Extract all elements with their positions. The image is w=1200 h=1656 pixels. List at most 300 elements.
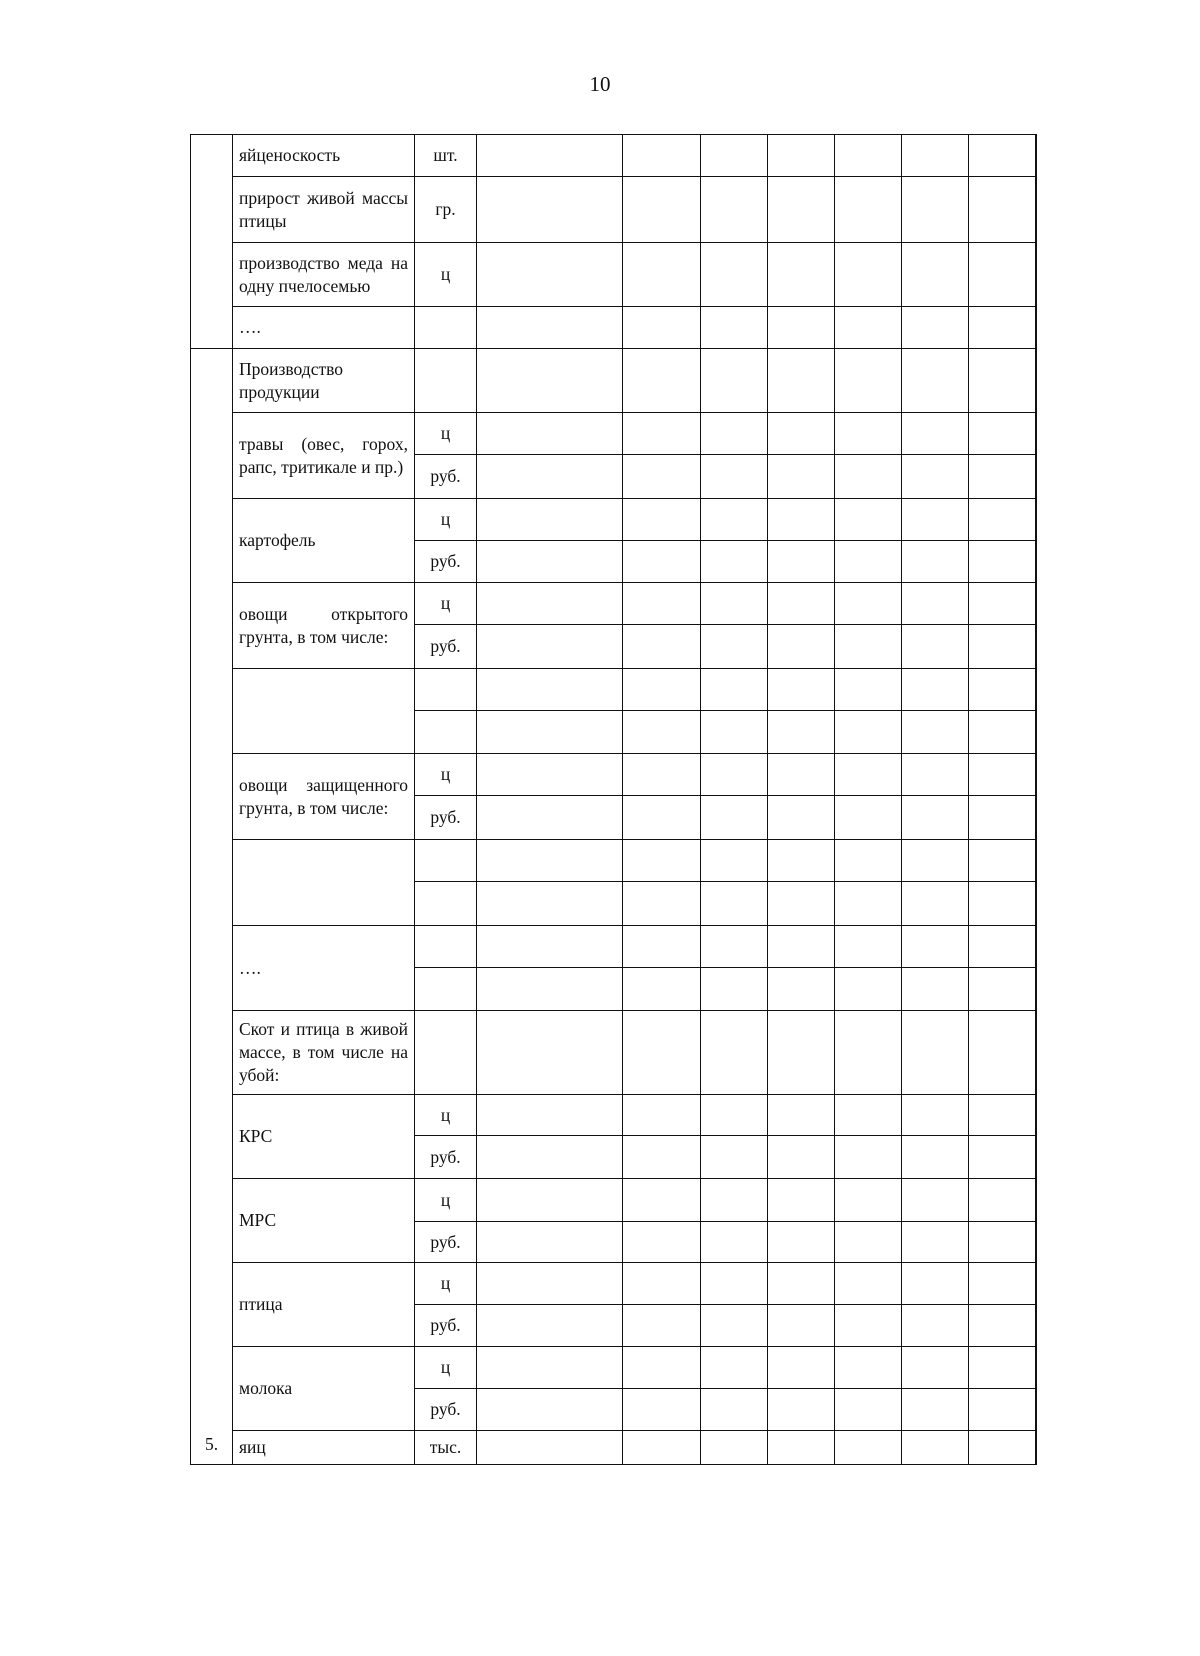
- value-cell[interactable]: [902, 926, 969, 968]
- value-cell[interactable]: [623, 243, 701, 307]
- value-cell[interactable]: [701, 882, 768, 926]
- value-cell[interactable]: [902, 711, 969, 754]
- value-cell[interactable]: [477, 1136, 623, 1179]
- value-cell[interactable]: [477, 669, 623, 711]
- value-cell[interactable]: [623, 307, 701, 349]
- value-cell[interactable]: [835, 243, 902, 307]
- value-cell[interactable]: [477, 1431, 623, 1465]
- value-cell[interactable]: [1036, 1263, 1037, 1305]
- unit-cell: ц: [415, 1095, 477, 1136]
- value-cell[interactable]: [902, 882, 969, 926]
- value-cell[interactable]: [969, 499, 1036, 541]
- value-cell[interactable]: [701, 796, 768, 840]
- value-cell[interactable]: [701, 499, 768, 541]
- table-row: [191, 1011, 1037, 1095]
- value-cell[interactable]: [969, 796, 1036, 840]
- value-cell[interactable]: [1036, 625, 1037, 669]
- value-cell[interactable]: [902, 1305, 969, 1347]
- unit-cell: ц: [415, 1263, 477, 1305]
- value-cell[interactable]: [701, 1389, 768, 1431]
- value-cell[interactable]: [835, 968, 902, 1011]
- value-cell[interactable]: [701, 135, 768, 177]
- table-row: [191, 349, 1037, 413]
- value-cell[interactable]: [768, 455, 835, 499]
- value-cell[interactable]: [701, 541, 768, 583]
- value-cell[interactable]: [902, 1136, 969, 1179]
- value-cell[interactable]: [477, 307, 623, 349]
- value-cell[interactable]: [902, 1431, 969, 1465]
- value-cell[interactable]: [768, 243, 835, 307]
- value-cell[interactable]: [768, 968, 835, 1011]
- value-cell[interactable]: [1036, 1431, 1037, 1465]
- value-cell[interactable]: [835, 882, 902, 926]
- table-row: [191, 669, 1037, 711]
- value-cell[interactable]: [969, 1431, 1036, 1465]
- value-cell[interactable]: [902, 1347, 969, 1389]
- value-cell[interactable]: [902, 1179, 969, 1222]
- value-cell[interactable]: [902, 307, 969, 349]
- table-row: [191, 583, 1037, 625]
- table-row: [191, 1179, 1037, 1222]
- value-cell[interactable]: [835, 625, 902, 669]
- value-cell[interactable]: [768, 1095, 835, 1136]
- value-cell[interactable]: [477, 135, 623, 177]
- value-cell[interactable]: [477, 1095, 623, 1136]
- value-cell[interactable]: [623, 796, 701, 840]
- unit-cell: [415, 840, 477, 882]
- value-cell[interactable]: [1036, 1136, 1037, 1179]
- unit-cell: тыс.: [415, 1431, 477, 1465]
- table-row: [191, 135, 1037, 177]
- value-cell[interactable]: [835, 135, 902, 177]
- value-cell[interactable]: [477, 583, 623, 625]
- value-cell[interactable]: [969, 1222, 1036, 1263]
- value-cell[interactable]: [477, 455, 623, 499]
- value-cell[interactable]: [623, 1179, 701, 1222]
- value-cell[interactable]: [701, 1305, 768, 1347]
- value-cell[interactable]: [477, 499, 623, 541]
- value-cell[interactable]: [477, 968, 623, 1011]
- unit-cell: ц: [415, 1347, 477, 1389]
- unit-cell: ц: [415, 754, 477, 796]
- unit-cell: ц: [415, 499, 477, 541]
- value-cell[interactable]: [768, 1389, 835, 1431]
- value-cell[interactable]: [768, 796, 835, 840]
- value-cell[interactable]: [1036, 541, 1037, 583]
- value-cell[interactable]: [701, 455, 768, 499]
- value-cell[interactable]: [477, 243, 623, 307]
- table-row: [191, 926, 1037, 968]
- value-cell[interactable]: [969, 625, 1036, 669]
- value-cell[interactable]: [701, 1263, 768, 1305]
- value-cell[interactable]: [623, 1136, 701, 1179]
- value-cell[interactable]: [768, 1136, 835, 1179]
- value-cell[interactable]: [477, 177, 623, 243]
- value-cell[interactable]: [477, 711, 623, 754]
- value-cell[interactable]: [768, 711, 835, 754]
- unit-cell: руб.: [415, 625, 477, 669]
- value-cell[interactable]: [768, 669, 835, 711]
- value-cell[interactable]: [623, 625, 701, 669]
- value-cell[interactable]: [835, 926, 902, 968]
- unit-cell: руб.: [415, 1389, 477, 1431]
- value-cell[interactable]: [701, 1095, 768, 1136]
- value-cell[interactable]: [1036, 1347, 1037, 1389]
- value-cell[interactable]: [902, 1095, 969, 1136]
- unit-cell: ц: [415, 1179, 477, 1222]
- indicator-table: [190, 134, 1037, 1465]
- value-cell[interactable]: [701, 754, 768, 796]
- value-cell[interactable]: [835, 1431, 902, 1465]
- value-cell[interactable]: [768, 413, 835, 455]
- value-cell[interactable]: [623, 968, 701, 1011]
- value-cell[interactable]: [701, 840, 768, 882]
- value-cell[interactable]: [902, 349, 969, 413]
- value-cell[interactable]: [623, 1389, 701, 1431]
- value-cell[interactable]: [768, 840, 835, 882]
- value-cell[interactable]: [623, 541, 701, 583]
- table-row: [191, 177, 1037, 243]
- value-cell[interactable]: [701, 349, 768, 413]
- value-cell[interactable]: [701, 1179, 768, 1222]
- value-cell[interactable]: [768, 1222, 835, 1263]
- value-cell[interactable]: [969, 541, 1036, 583]
- value-cell[interactable]: [835, 796, 902, 840]
- value-cell[interactable]: [623, 1095, 701, 1136]
- value-cell[interactable]: [902, 669, 969, 711]
- value-cell[interactable]: [623, 669, 701, 711]
- value-cell[interactable]: [768, 177, 835, 243]
- value-cell[interactable]: [768, 541, 835, 583]
- value-cell[interactable]: [1036, 796, 1037, 840]
- value-cell[interactable]: [902, 583, 969, 625]
- value-cell[interactable]: [902, 1222, 969, 1263]
- unit-cell: [415, 669, 477, 711]
- value-cell[interactable]: [1036, 1179, 1037, 1222]
- table-row: [191, 307, 1037, 349]
- unit-cell: [415, 711, 477, 754]
- value-cell[interactable]: [969, 711, 1036, 754]
- value-cell[interactable]: [1036, 1389, 1037, 1431]
- value-cell[interactable]: [1036, 840, 1037, 882]
- value-cell[interactable]: [969, 840, 1036, 882]
- value-cell[interactable]: [768, 625, 835, 669]
- value-cell[interactable]: [1036, 882, 1037, 926]
- value-cell[interactable]: [969, 968, 1036, 1011]
- value-cell[interactable]: [1036, 177, 1037, 243]
- indicator-label: картофель: [233, 499, 415, 583]
- value-cell[interactable]: [701, 926, 768, 968]
- value-cell[interactable]: [902, 754, 969, 796]
- indicator-label: прирост живой массы птицы: [233, 177, 415, 243]
- indicator-label: овощи открытого грунта, в том числе:: [233, 583, 415, 669]
- value-cell[interactable]: [1036, 1011, 1037, 1095]
- value-cell[interactable]: [623, 177, 701, 243]
- value-cell[interactable]: [477, 625, 623, 669]
- value-cell[interactable]: [1036, 711, 1037, 754]
- value-cell[interactable]: [701, 1222, 768, 1263]
- unit-cell: [415, 882, 477, 926]
- value-cell[interactable]: [902, 499, 969, 541]
- value-cell[interactable]: [623, 1263, 701, 1305]
- value-cell[interactable]: [835, 1222, 902, 1263]
- value-cell[interactable]: [623, 1222, 701, 1263]
- unit-cell: руб.: [415, 1305, 477, 1347]
- value-cell[interactable]: [835, 1347, 902, 1389]
- value-cell[interactable]: [835, 1011, 902, 1095]
- table-row: [191, 1095, 1037, 1136]
- unit-cell: руб.: [415, 796, 477, 840]
- value-cell[interactable]: [768, 135, 835, 177]
- value-cell[interactable]: [623, 840, 701, 882]
- section-number: 5.: [191, 349, 233, 1465]
- value-cell[interactable]: [701, 625, 768, 669]
- value-cell[interactable]: [969, 307, 1036, 349]
- value-cell[interactable]: [902, 413, 969, 455]
- value-cell[interactable]: [835, 1305, 902, 1347]
- value-cell[interactable]: [835, 307, 902, 349]
- unit-cell: [415, 968, 477, 1011]
- value-cell[interactable]: [701, 711, 768, 754]
- value-cell[interactable]: [477, 349, 623, 413]
- value-cell[interactable]: [835, 754, 902, 796]
- value-cell[interactable]: [477, 754, 623, 796]
- value-cell[interactable]: [1036, 349, 1037, 413]
- value-cell[interactable]: [768, 1431, 835, 1465]
- table-row: [191, 243, 1037, 307]
- value-cell[interactable]: [835, 1263, 902, 1305]
- unit-cell: ц: [415, 243, 477, 307]
- indicator-label: МРС: [233, 1179, 415, 1263]
- value-cell[interactable]: [701, 243, 768, 307]
- unit-cell: шт.: [415, 135, 477, 177]
- value-cell[interactable]: [969, 1011, 1036, 1095]
- value-cell[interactable]: [768, 583, 835, 625]
- value-cell[interactable]: [902, 135, 969, 177]
- value-cell[interactable]: [835, 349, 902, 413]
- unit-cell: руб.: [415, 1222, 477, 1263]
- value-cell[interactable]: [1036, 243, 1037, 307]
- value-cell[interactable]: [902, 1389, 969, 1431]
- value-cell[interactable]: [969, 177, 1036, 243]
- value-cell[interactable]: [969, 1389, 1036, 1431]
- value-cell[interactable]: [477, 1305, 623, 1347]
- indicator-label: яиц: [233, 1431, 415, 1465]
- value-cell[interactable]: [1036, 455, 1037, 499]
- row-number-cell: [191, 135, 233, 349]
- unit-cell: руб.: [415, 455, 477, 499]
- value-cell[interactable]: [477, 1347, 623, 1389]
- value-cell[interactable]: [902, 840, 969, 882]
- value-cell[interactable]: [768, 1011, 835, 1095]
- value-cell[interactable]: [902, 1011, 969, 1095]
- value-cell[interactable]: [768, 349, 835, 413]
- value-cell[interactable]: [477, 1222, 623, 1263]
- indicator-label: молока: [233, 1347, 415, 1431]
- value-cell[interactable]: [1036, 1222, 1037, 1263]
- value-cell[interactable]: [768, 1179, 835, 1222]
- value-cell[interactable]: [768, 499, 835, 541]
- indicator-label: [233, 669, 415, 754]
- indicator-label: КРС: [233, 1095, 415, 1179]
- table-row: [191, 840, 1037, 882]
- value-cell[interactable]: [477, 1263, 623, 1305]
- value-cell[interactable]: [969, 1136, 1036, 1179]
- value-cell[interactable]: [701, 413, 768, 455]
- value-cell[interactable]: [623, 1305, 701, 1347]
- indicator-label: Производство продукции: [233, 349, 415, 413]
- value-cell[interactable]: [623, 1431, 701, 1465]
- indicator-label: птица: [233, 1263, 415, 1347]
- value-cell[interactable]: [477, 926, 623, 968]
- value-cell[interactable]: [969, 1347, 1036, 1389]
- value-cell[interactable]: [768, 754, 835, 796]
- value-cell[interactable]: [768, 926, 835, 968]
- unit-cell: руб.: [415, 541, 477, 583]
- value-cell[interactable]: [1036, 968, 1037, 1011]
- table-row: [191, 1431, 1037, 1465]
- value-cell[interactable]: [701, 968, 768, 1011]
- value-cell[interactable]: [623, 499, 701, 541]
- unit-cell: [415, 1011, 477, 1095]
- value-cell[interactable]: [1036, 669, 1037, 711]
- value-cell[interactable]: [835, 1389, 902, 1431]
- unit-cell: гр.: [415, 177, 477, 243]
- value-cell[interactable]: [835, 541, 902, 583]
- value-cell[interactable]: [969, 1095, 1036, 1136]
- value-cell[interactable]: [902, 796, 969, 840]
- value-cell[interactable]: [969, 455, 1036, 499]
- value-cell[interactable]: [623, 711, 701, 754]
- table-row: [191, 413, 1037, 455]
- value-cell[interactable]: [1036, 135, 1037, 177]
- value-cell[interactable]: [835, 669, 902, 711]
- value-cell[interactable]: [902, 541, 969, 583]
- value-cell[interactable]: [1036, 307, 1037, 349]
- value-cell[interactable]: [835, 1095, 902, 1136]
- value-cell[interactable]: [623, 413, 701, 455]
- value-cell[interactable]: [623, 1011, 701, 1095]
- value-cell[interactable]: [835, 177, 902, 243]
- value-cell[interactable]: [1036, 499, 1037, 541]
- value-cell[interactable]: [623, 1347, 701, 1389]
- value-cell[interactable]: [623, 882, 701, 926]
- value-cell[interactable]: [1036, 1095, 1037, 1136]
- value-cell[interactable]: [623, 926, 701, 968]
- value-cell[interactable]: [902, 455, 969, 499]
- indicator-label: яйценоскость: [233, 135, 415, 177]
- value-cell[interactable]: [768, 1347, 835, 1389]
- value-cell[interactable]: [969, 349, 1036, 413]
- value-cell[interactable]: [623, 349, 701, 413]
- value-cell[interactable]: [768, 882, 835, 926]
- value-cell[interactable]: [1036, 413, 1037, 455]
- table-row: [191, 754, 1037, 796]
- value-cell[interactable]: [1036, 1305, 1037, 1347]
- indicator-label: овощи защищенного грунта, в том числе:: [233, 754, 415, 840]
- value-cell[interactable]: [701, 1347, 768, 1389]
- value-cell[interactable]: [1036, 926, 1037, 968]
- value-cell[interactable]: [835, 413, 902, 455]
- value-cell[interactable]: [969, 1263, 1036, 1305]
- value-cell[interactable]: [969, 413, 1036, 455]
- value-cell[interactable]: [969, 669, 1036, 711]
- value-cell[interactable]: [835, 711, 902, 754]
- unit-cell: руб.: [415, 1136, 477, 1179]
- unit-cell: ц: [415, 583, 477, 625]
- value-cell[interactable]: [969, 882, 1036, 926]
- unit-cell: ц: [415, 413, 477, 455]
- unit-cell: [415, 349, 477, 413]
- value-cell[interactable]: [701, 669, 768, 711]
- value-cell[interactable]: [969, 754, 1036, 796]
- value-cell[interactable]: [902, 177, 969, 243]
- value-cell[interactable]: [1036, 754, 1037, 796]
- indicator-label: ….: [233, 926, 415, 1011]
- table-row: [191, 1263, 1037, 1305]
- value-cell[interactable]: [969, 135, 1036, 177]
- value-cell[interactable]: [623, 455, 701, 499]
- value-cell[interactable]: [477, 413, 623, 455]
- indicator-label: Скот и птица в живой массе, в том числе на убой:: [233, 1011, 415, 1095]
- value-cell[interactable]: [835, 840, 902, 882]
- value-cell[interactable]: [701, 1431, 768, 1465]
- value-cell[interactable]: [477, 541, 623, 583]
- value-cell[interactable]: [477, 882, 623, 926]
- value-cell[interactable]: [969, 243, 1036, 307]
- value-cell[interactable]: [701, 177, 768, 243]
- value-cell[interactable]: [902, 1263, 969, 1305]
- value-cell[interactable]: [969, 926, 1036, 968]
- value-cell[interactable]: [701, 307, 768, 349]
- value-cell[interactable]: [477, 1179, 623, 1222]
- unit-cell: [415, 307, 477, 349]
- table-row: [191, 1347, 1037, 1389]
- value-cell[interactable]: [701, 583, 768, 625]
- value-cell[interactable]: [969, 1179, 1036, 1222]
- indicator-label: ….: [233, 307, 415, 349]
- value-cell[interactable]: [477, 1389, 623, 1431]
- value-cell[interactable]: [902, 625, 969, 669]
- value-cell[interactable]: [969, 1305, 1036, 1347]
- value-cell[interactable]: [623, 754, 701, 796]
- value-cell[interactable]: [768, 1263, 835, 1305]
- value-cell[interactable]: [477, 796, 623, 840]
- indicator-label: [233, 840, 415, 926]
- value-cell[interactable]: [623, 135, 701, 177]
- value-cell[interactable]: [835, 583, 902, 625]
- value-cell[interactable]: [623, 583, 701, 625]
- unit-cell: [415, 926, 477, 968]
- value-cell[interactable]: [835, 499, 902, 541]
- value-cell[interactable]: [768, 307, 835, 349]
- value-cell[interactable]: [768, 1305, 835, 1347]
- value-cell[interactable]: [477, 840, 623, 882]
- indicator-label: производство меда на одну пчелосемью: [233, 243, 415, 307]
- value-cell[interactable]: [701, 1011, 768, 1095]
- indicator-label: травы (овес, горох, рапс, тритикале и пр.): [233, 413, 415, 499]
- value-cell[interactable]: [477, 1011, 623, 1095]
- value-cell[interactable]: [902, 968, 969, 1011]
- value-cell[interactable]: [701, 1136, 768, 1179]
- value-cell[interactable]: [835, 1136, 902, 1179]
- value-cell[interactable]: [1036, 583, 1037, 625]
- value-cell[interactable]: [835, 1179, 902, 1222]
- page-number: 10: [589, 72, 611, 96]
- value-cell[interactable]: [969, 583, 1036, 625]
- value-cell[interactable]: [835, 455, 902, 499]
- value-cell[interactable]: [902, 243, 969, 307]
